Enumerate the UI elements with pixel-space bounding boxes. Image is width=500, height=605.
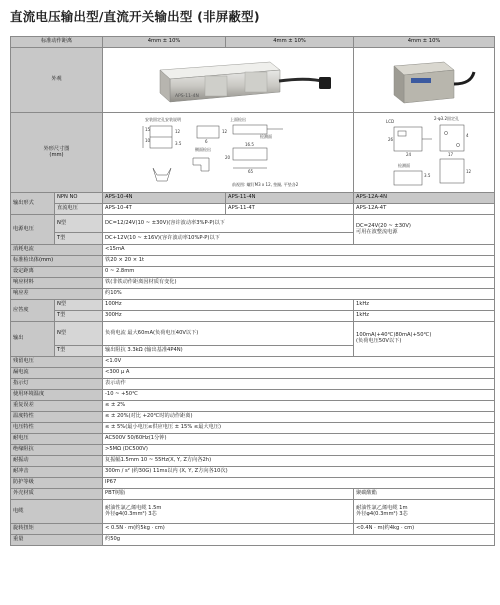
model-cell: APS-12A-4N (354, 193, 495, 204)
row-label: 耐振动 (11, 456, 103, 467)
spec-value: ≤ ± 2% (103, 401, 495, 412)
spec-value: AC500V 50/60Hz(1分钟) (103, 434, 495, 445)
spec-line: 外径φ4(0.3mm²) 3芯 (356, 510, 408, 517)
spec-value: DC=12/24V(10 ~ ±30V)(容许波动率3%P-P)以下 (103, 215, 354, 233)
spec-row-insulation (11, 445, 495, 456)
row-label: 漏电流 (11, 368, 103, 379)
row-label: 响应差 (11, 289, 103, 300)
spec-value-right (354, 215, 495, 245)
dim-number: 16.5 (245, 142, 254, 147)
spec-row-voltage-characteristic (11, 423, 495, 434)
spec-value: DC+12V(10 ~ ±16V)(容许波动率10%P-P)以下 (103, 233, 354, 245)
dimension-drawing-aps-10-11 (103, 113, 354, 193)
spec-row-sensing-distance (11, 37, 495, 48)
spec-row-temp-characteristic (11, 412, 495, 423)
product-photo-aps-12a (354, 48, 495, 113)
spec-value: 300m / s² (约30G) 11ms以内 (X, Y, Z方向各10次) (103, 467, 495, 478)
row-label: 输出形式 (11, 193, 55, 215)
spec-table (10, 36, 495, 546)
spec-row-frequency-n (11, 300, 495, 311)
square-sensor-image (356, 48, 495, 112)
dim-number: 12 (466, 169, 472, 174)
row-label: 残留电压 (11, 357, 103, 368)
row-label: 应答度 (11, 300, 55, 322)
spec-line: 可用在波整流电源 (356, 228, 398, 235)
row-label: 重复误差 (11, 401, 103, 412)
spec-line: 外径φ4(0.3mm²) 3芯 (105, 510, 157, 517)
dim-number: 6 (205, 139, 208, 144)
dim-number: 3.5 (424, 173, 431, 178)
spec-row-supply-n (11, 215, 495, 233)
drawing-caption-3: 侧面检出 (195, 147, 212, 152)
spec-line: 耐油性氯乙烯电缆 1.5m (105, 504, 162, 511)
spec-row-output-n (11, 322, 495, 346)
dim-number: 12 (222, 129, 228, 134)
dim-number: 26 (388, 137, 394, 142)
spec-value-right: 1kHz (354, 300, 495, 311)
spec-row-appearance (11, 48, 495, 113)
spec-value: <15mA (103, 245, 495, 256)
row-label: 电缆 (11, 500, 103, 524)
spec-value: 300Hz (103, 311, 354, 322)
dim-number: 4 (466, 133, 469, 138)
dim-number: 15 (145, 127, 151, 132)
spec-row-dielectric (11, 434, 495, 445)
spec-row-cable (11, 500, 495, 524)
row-sublabel: T型 (55, 311, 103, 322)
row-label: 输出 (11, 322, 55, 357)
row-label: 设定距离 (11, 267, 103, 278)
spec-value: 铁(非铁动作距离因材质有变化) (103, 278, 495, 289)
spec-line: (负荷电压50V以下) (356, 338, 402, 344)
spec-row-output-form-npn (11, 193, 495, 204)
row-sublabel: N型 (55, 215, 103, 233)
model-cell: APS-10-4T (103, 204, 226, 215)
spec-row-hysteresis (11, 289, 495, 300)
page-title: 直流电压输出型/直流开关输出型 (非屏蔽型) (10, 9, 260, 24)
spec-value: 0 ~ 2.8mm (103, 267, 495, 278)
model-print: APS-11-4N (175, 94, 199, 99)
row-label: 消耗电流 (11, 245, 103, 256)
row-label: 绝缘阻抗 (11, 445, 103, 456)
spec-value: PBT树脂 (103, 489, 354, 500)
spec-line: DC=24V(20 ~ ±30V) (356, 222, 411, 229)
technical-drawing-1 (105, 113, 352, 192)
row-label: 标准动作距离 (11, 37, 103, 48)
block-sensor-image (105, 48, 352, 112)
spec-row-target (11, 256, 495, 267)
model-cell: APS-12A-4T (354, 204, 495, 215)
spec-value: IP67 (103, 478, 495, 489)
row-label: 外观 (11, 48, 103, 113)
dim-number: 3.5 (175, 141, 182, 146)
drawing-caption-lcd: LCD (386, 119, 395, 124)
spec-value: ≤ ± 20%(对比 +20℃时的动作距离) (103, 412, 495, 423)
spec-value: <300 μ A (103, 368, 495, 379)
row-label: 耐冲击 (11, 467, 103, 478)
spec-row-repeatability (11, 401, 495, 412)
spec-row-dimensions (11, 113, 495, 193)
spec-value: ≤ ± 5%(最小电压≤供应电压 ± 15% ≤最大电压) (103, 423, 495, 434)
spec-value: 负荷电流 最大60mA(负荷电压40V以下) (103, 322, 354, 346)
product-photo-aps-10-11 (103, 48, 354, 113)
spec-row-vibration (11, 456, 495, 467)
drawing-caption-4: 检测面 (260, 134, 273, 139)
spec-value-right: <0.4N · m(约4kg · cm) (354, 524, 495, 535)
spec-row-residual-voltage (11, 357, 495, 368)
dim-number: 20 (225, 155, 231, 160)
row-label: 防护等级 (11, 478, 103, 489)
row-label: 外壳材质 (11, 489, 103, 500)
spec-value: 表示动作 (103, 379, 495, 390)
row-sublabel: NPN NO (55, 193, 103, 204)
row-sublabel: 直流电压 (55, 204, 103, 215)
drawing-caption-face: 检测面 (398, 163, 411, 168)
row-sublabel: T型 (55, 346, 103, 357)
spec-value-right (354, 500, 495, 524)
spec-row-indicator (11, 379, 495, 390)
spec-value: 输出阻抗 3.3kΩ (输出基准4P4N) (103, 346, 354, 357)
spec-value: 铁20 × 20 × 1t (103, 256, 495, 267)
dim-number: 65 (248, 169, 254, 174)
row-label: 外形尺寸图 (mm) (11, 113, 103, 193)
header-value-1: 4mm ± 10% (103, 37, 226, 48)
drawing-caption-5: 前视图: 螺钉M3 x 12, 垫圈, 平垫各2 (232, 182, 299, 187)
row-sublabel: N型 (55, 322, 103, 346)
dim-number: 24 (406, 152, 412, 157)
spec-value: -10 ~ +50℃ (103, 390, 495, 401)
row-label: 电压特性 (11, 423, 103, 434)
row-label: 温度特性 (11, 412, 103, 423)
header-value-3: 4mm ± 10% (354, 37, 495, 48)
spec-row-protection (11, 478, 495, 489)
spec-row-housing (11, 489, 495, 500)
spec-row-weight (11, 535, 495, 546)
spec-value: 约10% (103, 289, 495, 300)
dim-number: 10 (145, 138, 151, 143)
spec-row-setting-distance (11, 267, 495, 278)
spec-line: 耐油性氯乙烯电缆 1m (356, 504, 408, 511)
spec-row-frequency-t (11, 311, 495, 322)
drawing-caption-2: 上面检出 (230, 117, 247, 122)
spec-value: <1.0V (103, 357, 495, 368)
row-sublabel: N型 (55, 300, 103, 311)
spec-value: 复振幅1.5mm 10 ~ 55Hz(X, Y, Z方向各2h) (103, 456, 495, 467)
spec-value (103, 500, 354, 524)
spec-value: 约50g (103, 535, 495, 546)
dimension-drawing-aps-12a (354, 113, 495, 193)
row-label: 标准检出体(mm) (11, 256, 103, 267)
row-label: 指示灯 (11, 379, 103, 390)
model-cell: APS-10-4N (103, 193, 226, 204)
spec-row-torque (11, 524, 495, 535)
row-sublabel: T型 (55, 233, 103, 245)
technical-drawing-2 (356, 113, 495, 192)
row-label: 响应材料 (11, 278, 103, 289)
spec-row-temperature (11, 390, 495, 401)
drawing-caption-hole: 2-φ3.2固定孔 (434, 116, 460, 121)
spec-row-material (11, 278, 495, 289)
model-cell: APS-11-4T (226, 204, 354, 215)
spec-row-shock (11, 467, 495, 478)
spec-value: < 0.5N · m(约5kg · cm) (103, 524, 354, 535)
spec-value: 100Hz (103, 300, 354, 311)
header-value-2: 4mm ± 10% (226, 37, 354, 48)
spec-row-output-form-voltage (11, 204, 495, 215)
drawing-caption-1: 安装固定孔安装说明 (145, 117, 182, 122)
model-cell: APS-11-4N (226, 193, 354, 204)
spec-value-right: 1kHz (354, 311, 495, 322)
dim-number: 17 (448, 152, 454, 157)
spec-value-right (354, 322, 495, 357)
row-label: 耐电压 (11, 434, 103, 445)
spec-value: >5MΩ (DC500V) (103, 445, 495, 456)
spec-row-current (11, 245, 495, 256)
spec-row-leakage (11, 368, 495, 379)
spec-value-right: 聚碳酸酯 (354, 489, 495, 500)
row-label: 电源电压 (11, 215, 55, 245)
row-label: 旋转扭矩 (11, 524, 103, 535)
row-label: 重量 (11, 535, 103, 546)
row-label: 使用环境温度 (11, 390, 103, 401)
spec-line: 100mA(+40℃)80mA(+50℃) (356, 332, 432, 339)
dim-number: 12 (175, 129, 181, 134)
